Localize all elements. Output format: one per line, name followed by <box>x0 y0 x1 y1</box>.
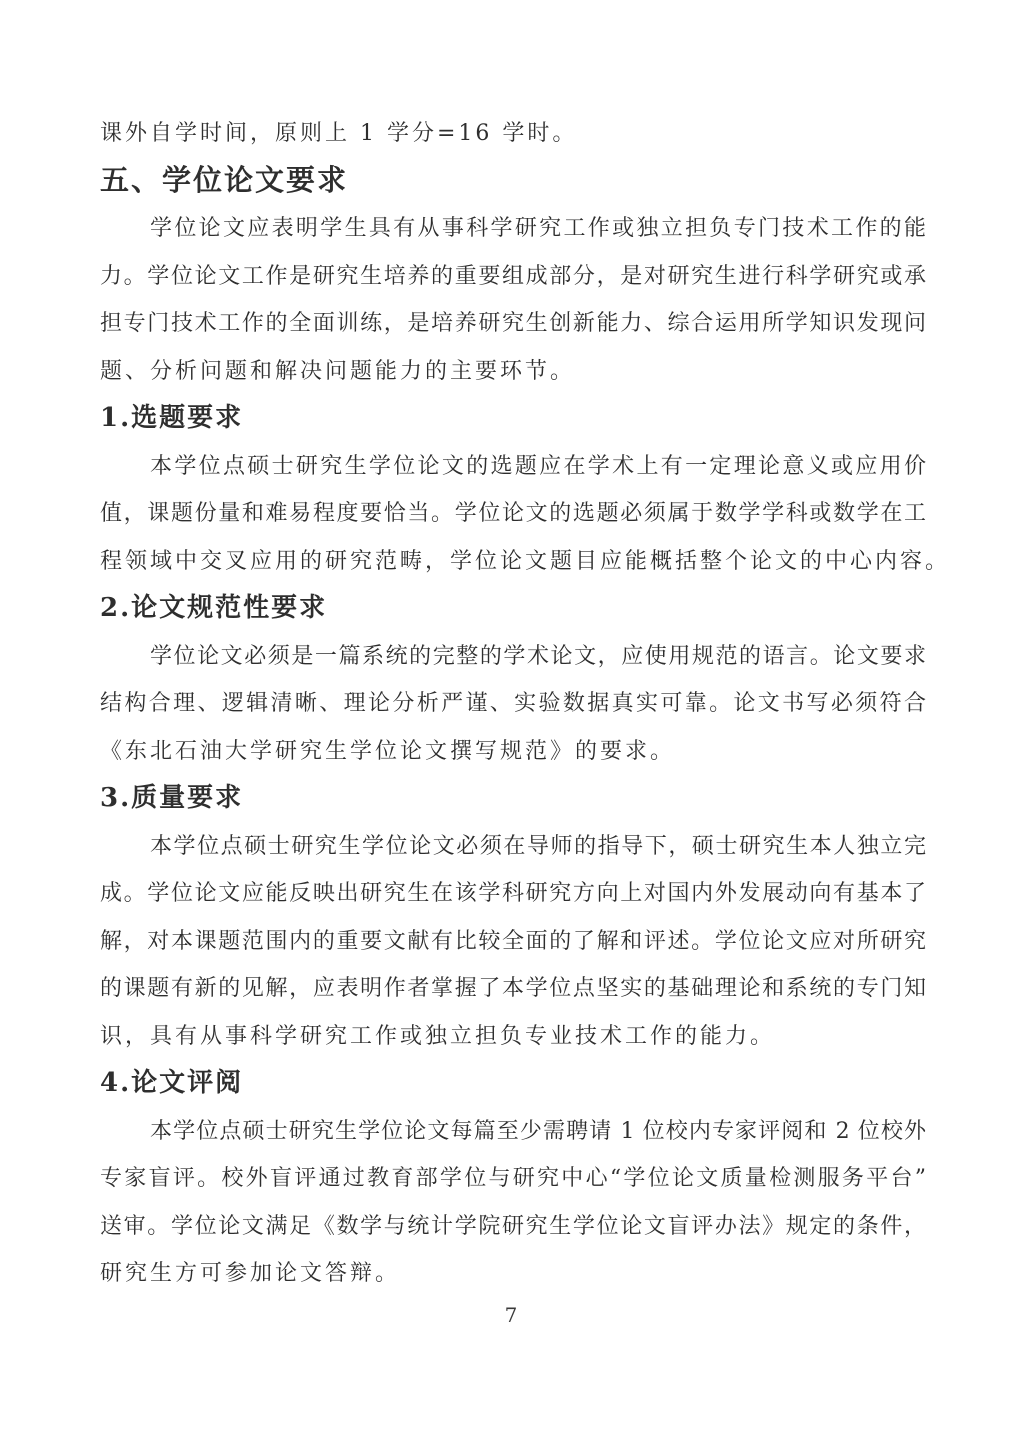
para-quality-line-4: 的课题有新的见解，应表明作者掌握了本学位点坚实的基础理论和系统的专门知 <box>100 976 926 1001</box>
para-intro-line-1: 学位论文应表明学生具有从事科学研究工作或独立担负专门技术工作的能 <box>150 216 926 241</box>
subsection-heading-2: 2.论文规范性要求 <box>100 593 328 623</box>
para-topic-line-1: 本学位点硕士研究生学位论文的选题应在学术上有一定理论意义或应用价 <box>150 453 926 479</box>
para-review-line-2: 专家盲评。校外盲评通过教育部学位与研究中心“学位论文质量检测服务平台” <box>100 1166 926 1191</box>
subsection-heading-4: 4.论文评阅 <box>100 1068 244 1098</box>
para-norm-line-1: 学位论文必须是一篇系统的完整的学术论文，应使用规范的语言。论文要求 <box>150 643 926 669</box>
para-topic-line-3: 程领域中交叉应用的研究范畴，学位论文题目应能概括整个论文的中心内容。 <box>100 548 951 574</box>
para-norm-line-3: 《东北石油大学研究生学位论文撰写规范》的要求。 <box>100 738 676 764</box>
page-number: 7 <box>504 1303 518 1327</box>
para-quality-line-1: 本学位点硕士研究生学位论文必须在导师的指导下，硕士研究生本人独立完 <box>150 833 926 859</box>
body-line-carryover: 课外自学时间，原则上 1 学分=16 学时。 <box>100 121 578 146</box>
para-intro-line-3: 担专门技术工作的全面训练，是培养研究生创新能力、综合运用所学知识发现问 <box>100 311 926 336</box>
subsection-heading-1: 1.选题要求 <box>100 403 244 433</box>
document-content <box>100 110 951 1298</box>
para-review-line-4: 研究生方可参加论文答辩。 <box>100 1261 401 1286</box>
para-intro-line-4: 题、分析问题和解决问题能力的主要环节。 <box>100 358 576 384</box>
para-quality-line-3: 解，对本课题范围内的重要文献有比较全面的了解和评述。学位论文应对所研究 <box>100 928 926 954</box>
section-heading-5: 五、学位论文要求 <box>100 164 349 197</box>
para-review-line-3: 送审。学位论文满足《数学与统计学院研究生学位论文盲评办法》规定的条件， <box>100 1213 926 1239</box>
para-review-line-1: 本学位点硕士研究生学位论文每篇至少需聘请 1 位校内专家评阅和 2 位校外 <box>150 1118 926 1144</box>
para-intro-line-2: 力。学位论文工作是研究生培养的重要组成部分，是对研究生进行科学研究或承 <box>100 263 926 289</box>
subsection-heading-3: 3.质量要求 <box>100 783 244 813</box>
para-quality-line-5: 识，具有从事科学研究工作或独立担负专业技术工作的能力。 <box>100 1023 776 1049</box>
para-norm-line-2: 结构合理、逻辑清晰、理论分析严谨、实验数据真实可靠。论文书写必须符合 <box>100 691 926 716</box>
para-topic-line-2: 值，课题份量和难易程度要恰当。学位论文的选题必须属于数学学科或数学在工 <box>100 501 926 526</box>
para-quality-line-2: 成。学位论文应能反映出研究生在该学科研究方向上对国内外发展动向有基本了 <box>100 881 926 906</box>
